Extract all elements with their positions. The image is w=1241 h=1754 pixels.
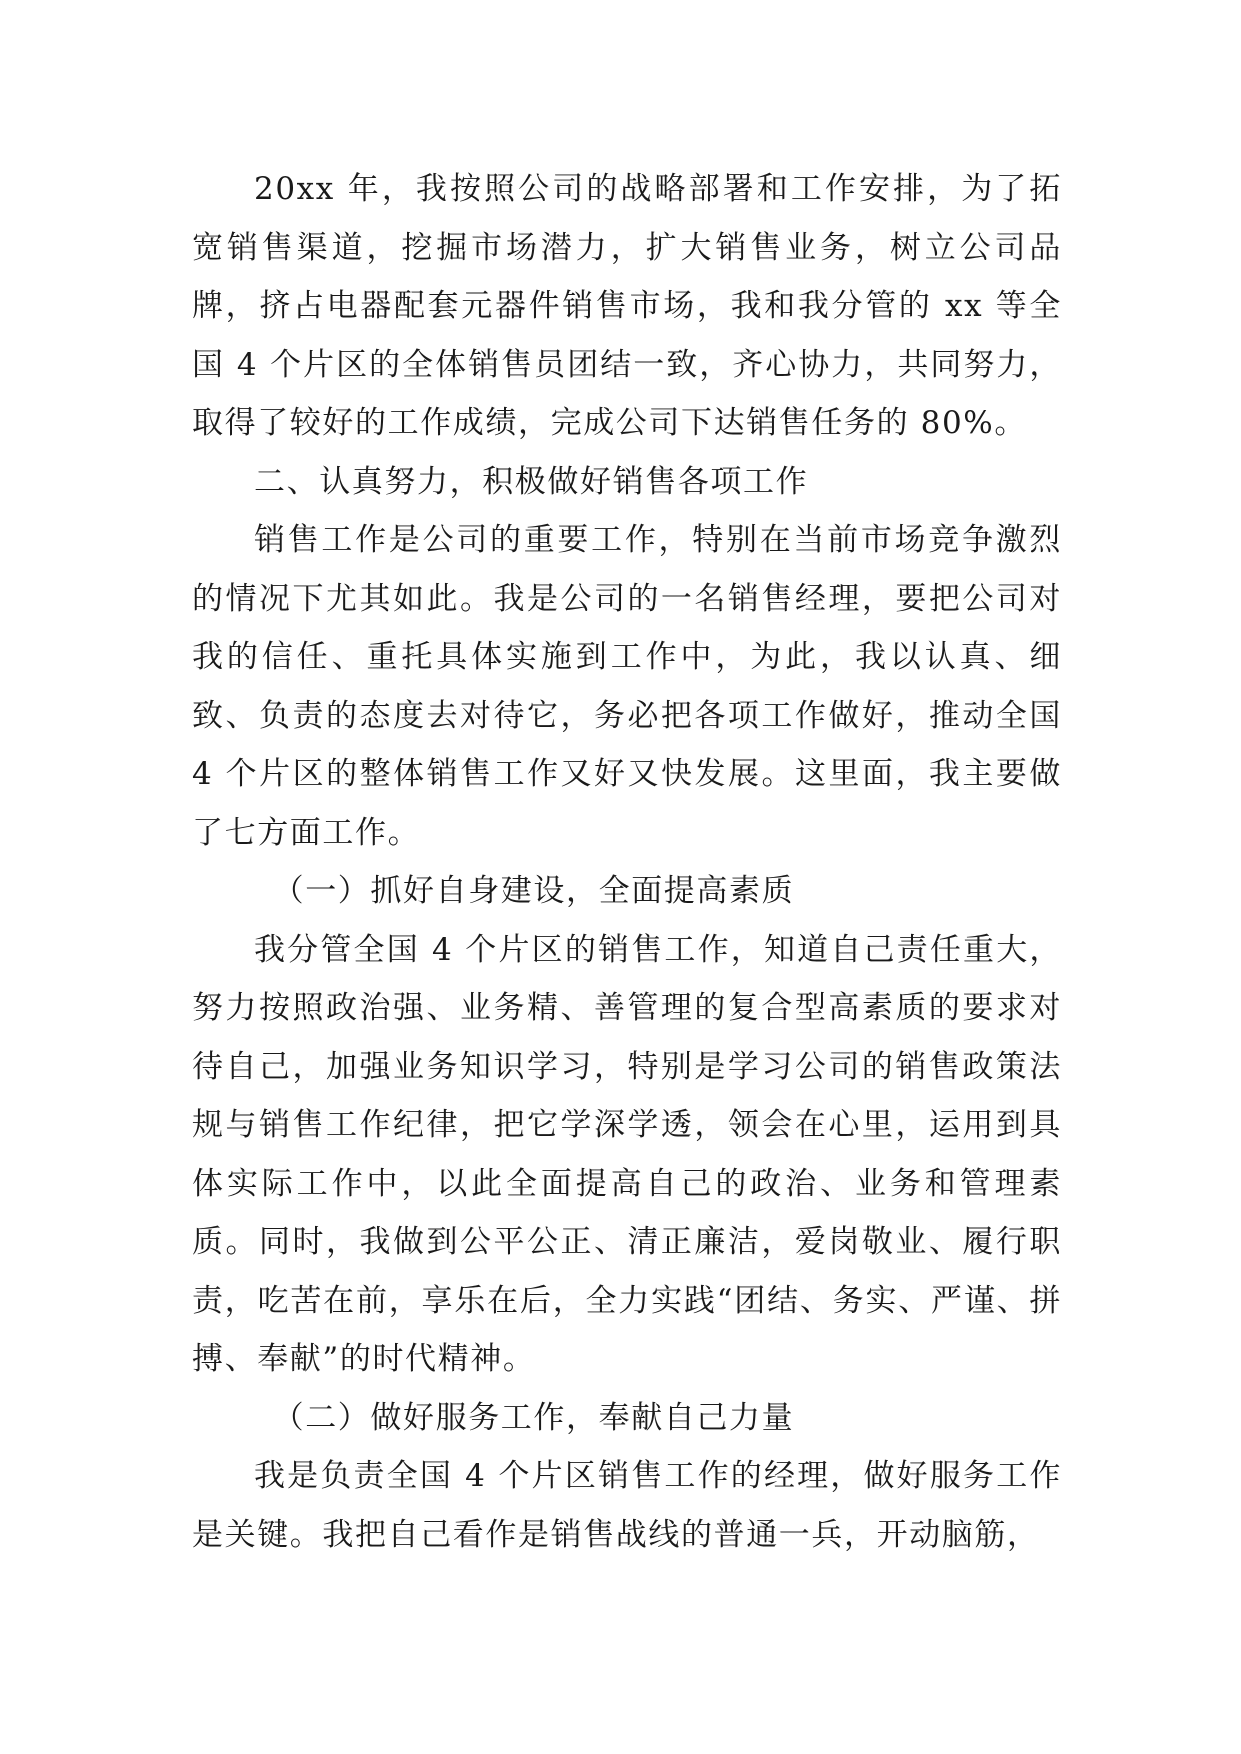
section-heading-two: 二、认真努力，积极做好销售各项工作: [254, 463, 809, 500]
paragraph-service-work: 我是负责全国 4 个片区销售工作的经理，做好服务工作是关键。我把自己看作是销售战线的普通一兵，开动脑筋，: [192, 1458, 1062, 1553]
subsection-heading-two: （二）做好服务工作，奉献自己力量: [272, 1399, 795, 1436]
paragraph-self-building: 我分管全国 4 个片区的销售工作，知道自己责任重大，努力按照政治强、业务精、善管理的复合型高素质的要求对待自己，加强业务知识学习，特别是学习公司的销售政策法规与销售工作纪律，把它学深学透，领会在心里，运用到具体实际工作中，以此全面提高自己的政治、业务和管理素质。同时，我做到公平公正、清正廉洁，爱岗敬业、履行职责，吃苦在前，享乐在后，全力实践“团结、务实、严谨、拼搏、奉献”的时代精神。: [192, 931, 1062, 1377]
subsection-heading-one: （一）抓好自身建设，全面提高素质: [272, 873, 795, 909]
paragraph-intro: 20xx 年，我按照公司的战略部署和工作安排，为了拓宽销售渠道，挖掘市场潜力，扩大销售业务，树立公司品牌，挤占电器配套元器件销售市场，我和我分管的 xx 等全国 4 个片区的全体销售员团结一致，齐心协力，共同努力，取得了较好的工作成绩，完成公司下达销售任务的 80%。: [192, 171, 1062, 441]
paragraph-sales-work: 销售工作是公司的重要工作，特别在当前市场竞争激烈的情况下尤其如此。我是公司的一名销售经理，要把公司对我的信任、重托具体实施到工作中，为此，我以认真、细致、负责的态度去对待它，务必把各项工作做好，推动全国 4 个片区的整体销售工作又好又快发展。这里面，我主要做了七方面工作。: [192, 522, 1062, 851]
document-body: [192, 160, 1062, 1564]
